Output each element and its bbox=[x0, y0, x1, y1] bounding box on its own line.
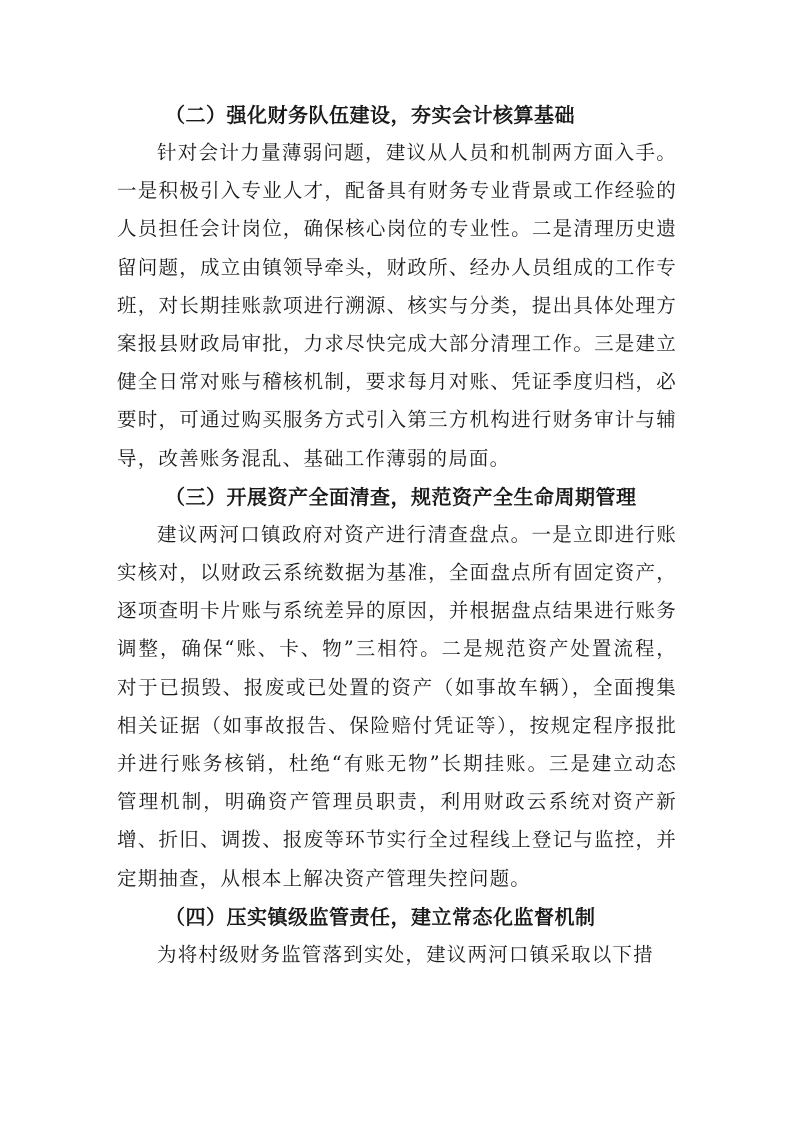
section-paragraph-4: 为将村级财务监管落到实处，建议两河口镇采取以下措 bbox=[157, 942, 654, 966]
section-heading-2: （二）强化财务队伍建设，夯实会计核算基础 bbox=[165, 103, 575, 127]
section-paragraph-2: 针对会计力量薄弱问题，建议从人员和机制两方面入手。一是积极引入专业人才，配备具有财务专业背景或工作经验的人员担任会计岗位，确保核心岗位的专业性。二是清理历史遗留问题，成立由镇领导牵头，财政所、经办人员组成的工作专班，对长期挂账款项进行溯源、核实与分类，提出具体处理方案报县财政局审批，力求尽快完成大部分清理工作。三是建立健全日常对账与稽核机制，要求每月对账、凭证季度归档，必要时，可通过购买服务方式引入第三方机构进行财务审计与辅导，改善账务混乱、基础工作薄弱的局面。 bbox=[117, 141, 677, 470]
section-paragraph-3: 建议两河口镇政府对资产进行清查盘点。一是立即进行账实核对，以财政云系统数据为基准，全面盘点所有固定资产，逐项查明卡片账与系统差异的原因，并根据盘点结果进行账务调整，确保“账、卡、物”三相符。二是规范资产处置流程，对于已损毁、报废或已处置的资产（如事故车辆），全面搜集相关证据（如事故报告、保险赔付凭证等），按规定程序报批并进行账务核销，杜绝“有账无物”长期挂账。三是建立动态管理机制，明确资产管理员职责，利用财政云系统对资产新增、折旧、调拨、报废等环节实行全过程线上登记与监控，并定期抽查，从根本上解决资产管理失控问题。 bbox=[117, 522, 677, 890]
document-body bbox=[117, 96, 677, 974]
section-heading-3: （三）开展资产全面清查，规范资产全生命周期管理 bbox=[165, 484, 637, 509]
section-heading-4: （四）压实镇级监管责任，建立常态化监督机制 bbox=[165, 904, 596, 929]
